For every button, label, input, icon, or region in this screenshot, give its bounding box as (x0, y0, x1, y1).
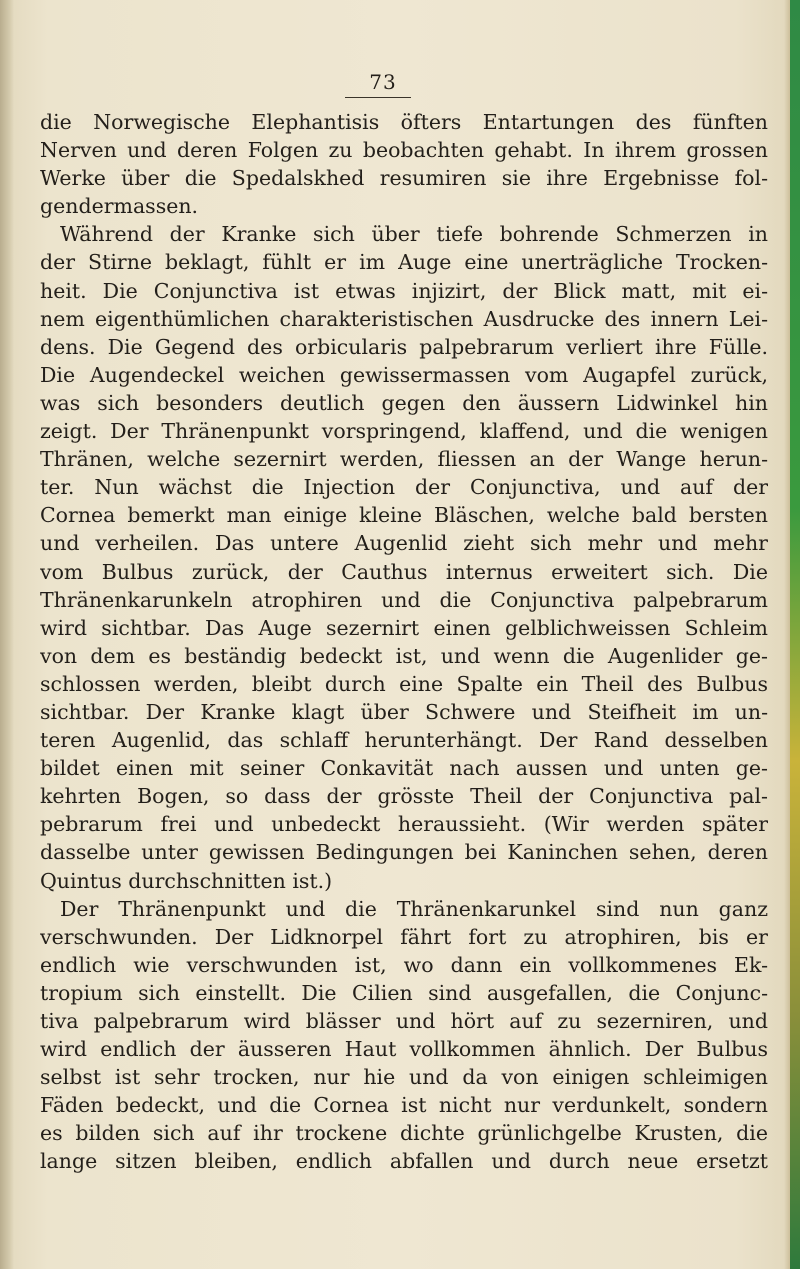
text-line: Der Thränenpunkt und die Thränenkarunkel sind nun ganz (60, 896, 768, 921)
text-line: wird sichtbar. Das Auge sezernirt einen gelblichweissen Schleim (40, 615, 768, 640)
text-line: von dem es beständig bedeckt ist, und wenn die Augenlider ge- (40, 643, 768, 668)
text-line: heit. Die Conjunctiva ist etwas injizirt, der Blick matt, mit ei- (40, 278, 768, 303)
body-text (40, 108, 768, 1176)
text-line: selbst ist sehr trocken, nur hie und da von einigen schleimigen (40, 1065, 768, 1090)
text-line: es bilden sich auf ihr trockene dichte grünlichgelbe Krusten, die (40, 1121, 768, 1146)
text-line: dens. Die Gegend des orbicularis palpebrarum verliert ihre Fülle. (40, 334, 768, 359)
text-line: lange sitzen bleiben, endlich abfallen und durch neue ersetzt (40, 1149, 768, 1174)
text-line: kehrten Bogen, so dass der grösste Theil der Conjunctiva pal- (40, 784, 768, 809)
text-line: Fäden bedeckt, und die Cornea ist nicht nur verdunkelt, sondern (40, 1093, 768, 1118)
text-line: teren Augenlid, das schlaff herunterhängt. Der Rand desselben (40, 728, 768, 753)
text-line: tropium sich einstellt. Die Cilien sind ausgefallen, die Conjunc- (40, 980, 768, 1005)
text-line: schlossen werden, bleibt durch eine Spalte ein Theil des Bulbus (40, 671, 768, 696)
text-line: Nerven und deren Folgen zu beobachten gehabt. In ihrem grossen (40, 138, 768, 163)
text-line: der Stirne beklagt, fühlt er im Auge eine unerträgliche Trocken- (40, 250, 768, 275)
text-line: Thränenkarunkeln atrophiren und die Conjunctiva palpebrarum (40, 587, 768, 612)
text-line: nem eigenthümlichen charakteristischen Ausdrucke des innern Lei- (40, 306, 768, 331)
page-number: 73 (369, 70, 397, 94)
text-line: pebrarum frei und unbedeckt heraussieht. (Wir werden später (40, 812, 768, 837)
text-line: Die Augendeckel weichen gewissermassen vom Augapfel zurück, (40, 362, 768, 387)
header-rule (345, 97, 411, 98)
text-line: verschwunden. Der Lidknorpel fährt fort zu atrophiren, bis er (40, 924, 768, 949)
text-line: ter. Nun wächst die Injection der Conjunctiva, und auf der (40, 475, 768, 500)
page-gutter (0, 0, 14, 1269)
text-line: dasselbe unter gewissen Bedingungen bei Kaninchen sehen, deren (40, 840, 768, 865)
text-line: Werke über die Spedalskhed resumiren sie ihre Ergebnisse fol- (40, 166, 768, 191)
text-line: vom Bulbus zurück, der Cauthus internus erweitert sich. Die (40, 559, 768, 584)
book-binding-edge (790, 0, 800, 1269)
text-line: Thränen, welche sezernirt werden, fliessen an der Wange herun- (40, 447, 768, 472)
text-line: bildet einen mit seiner Conkavität nach aussen und unten ge- (40, 756, 768, 781)
page-header (0, 70, 800, 100)
text-line: was sich besonders deutlich gegen den äussern Lidwinkel hin (40, 390, 768, 415)
text-line: gendermassen. (40, 194, 199, 219)
text-line: Während der Kranke sich über tiefe bohrende Schmerzen in (60, 222, 768, 247)
text-line: und verheilen. Das untere Augenlid zieht sich mehr und mehr (40, 531, 768, 556)
text-line: endlich wie verschwunden ist, wo dann ein vollkommenes Ek- (40, 952, 768, 977)
text-line: Quintus durchschnitten ist.) (40, 868, 333, 893)
text-line: die Norwegische Elephantisis öfters Entartungen des fünften (40, 110, 768, 134)
text-line: Cornea bemerkt man einige kleine Bläschen, welche bald bersten (40, 503, 768, 528)
text-line: zeigt. Der Thränenpunkt vorspringend, klaffend, und die wenigen (40, 419, 768, 444)
text-line: sichtbar. Der Kranke klagt über Schwere und Steifheit im un- (40, 699, 768, 724)
text-line: wird endlich der äusseren Haut vollkommen ähnlich. Der Bulbus (40, 1037, 768, 1062)
text-line: tiva palpebrarum wird blässer und hört auf zu sezerniren, und (40, 1009, 768, 1033)
